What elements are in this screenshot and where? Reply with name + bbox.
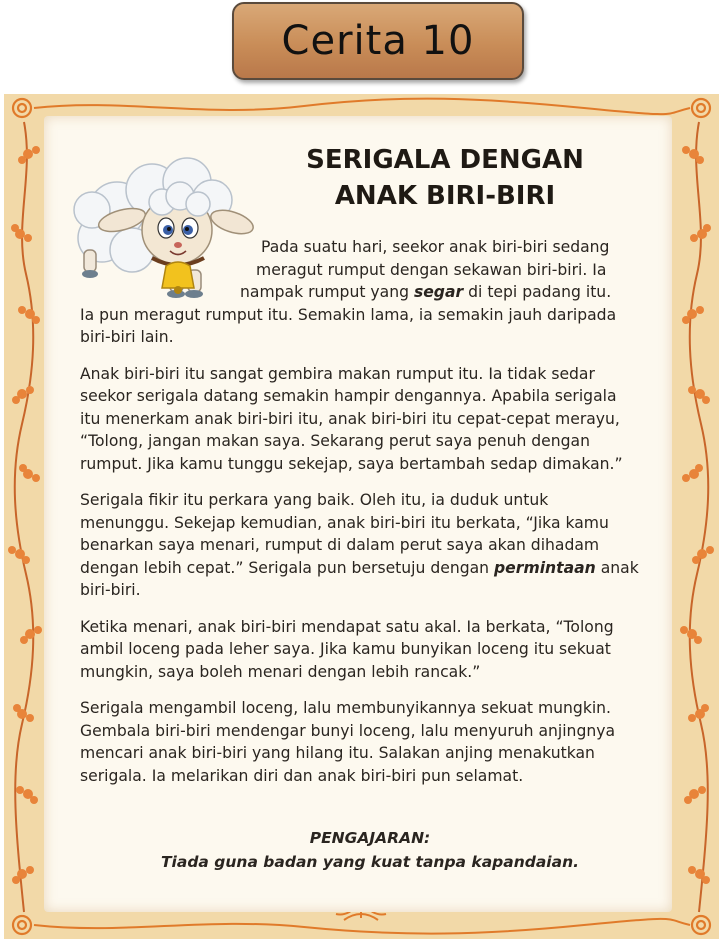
story-text: anak xyxy=(595,558,639,577)
story-line: Anak biri-biri itu sangat gembira makan rumput itu. Ia tidak sedar xyxy=(80,364,595,383)
emphasized-word: permintaan xyxy=(494,558,596,577)
story-paragraph-4 xyxy=(80,616,645,684)
story-line: Serigala mengambil loceng, lalu membunyikannya sekuat mungkin. xyxy=(80,699,612,717)
story-line: menunggu. Sekejap kemudian, anak biri-biri itu berkata, “Jika kamu xyxy=(80,513,609,532)
story-line: biri-biri. xyxy=(80,581,141,599)
story-line: benarkan saya menari, rumput di dalam perut saya akan dihadam xyxy=(80,536,600,554)
story-text: nampak rumput yang xyxy=(240,283,414,301)
story-title xyxy=(280,142,610,214)
story-line: seekor serigala datang semakin hampir dengannya. Apabila serigala xyxy=(80,387,617,405)
story-line: meragut rumput dengan sekawan biri-biri. Ia xyxy=(256,260,607,279)
story-title-line-2: ANAK BIRI-BIRI xyxy=(334,181,556,211)
moral-label: PENGAJARAN: xyxy=(309,829,431,847)
story-paragraph-3 xyxy=(80,489,645,602)
story-text: dengan lebih cepat.” Serigala pun bersetuju dengan xyxy=(80,558,495,577)
story-paragraph-5 xyxy=(80,697,645,787)
story-line: Pada suatu hari, seekor anak biri-biri sedang xyxy=(261,238,610,256)
story-line: itu menerkam anak biri-biri itu, anak biri-biri itu cepat-cepat merayu, xyxy=(80,409,620,428)
story-line: “Tolong, jangan makan saya. Sekarang perut saya penuh dengan xyxy=(80,432,591,450)
story-line: Ia pun meragut rumput itu. Semakin lama, ia semakin jauh daripada xyxy=(80,305,617,324)
story-title-line-1: SERIGALA DENGAN xyxy=(306,145,584,175)
story-line: Gembala biri-biri mendengar bunyi loceng, lalu menyuruh anjingnya xyxy=(80,721,616,740)
story-number-title: Cerita 10 xyxy=(281,18,475,64)
story-line: Ketika menari, anak biri-biri mendapat satu akal. Ia berkata, “Tolong xyxy=(80,617,614,636)
story-number-plaque xyxy=(232,2,524,80)
story-moral xyxy=(120,826,620,874)
story-line: ambil loceng pada leher saya. Jika kamu bunyikan loceng itu sekuat xyxy=(80,640,611,658)
story-paragraph-1 xyxy=(80,236,645,349)
story-line: rumput. Jika kamu tunggu sekejap, saya bertambah sedap dimakan.” xyxy=(80,454,623,473)
moral-text: Tiada guna badan yang kuat tanpa kapandaian. xyxy=(160,853,579,871)
story-paragraph-2 xyxy=(80,363,645,476)
story-line: biri-biri lain. xyxy=(80,328,174,346)
story-line: Serigala fikir itu perkara yang baik. Oleh itu, ia duduk untuk xyxy=(80,491,549,509)
story-line xyxy=(80,281,645,304)
story-line: mencari anak biri-biri yang hilang itu. Salakan anjing menakutkan xyxy=(80,744,595,762)
emphasized-word: segar xyxy=(413,283,464,301)
story-line: mungkin, saya boleh menari dengan lebih rancak.” xyxy=(80,662,481,681)
story-line: serigala. Ia melarikan diri dan anak biri-biri pun selamat. xyxy=(80,766,524,785)
story-text: di tepi padang itu. xyxy=(463,283,612,301)
story-body xyxy=(80,236,645,801)
story-line xyxy=(80,557,645,580)
